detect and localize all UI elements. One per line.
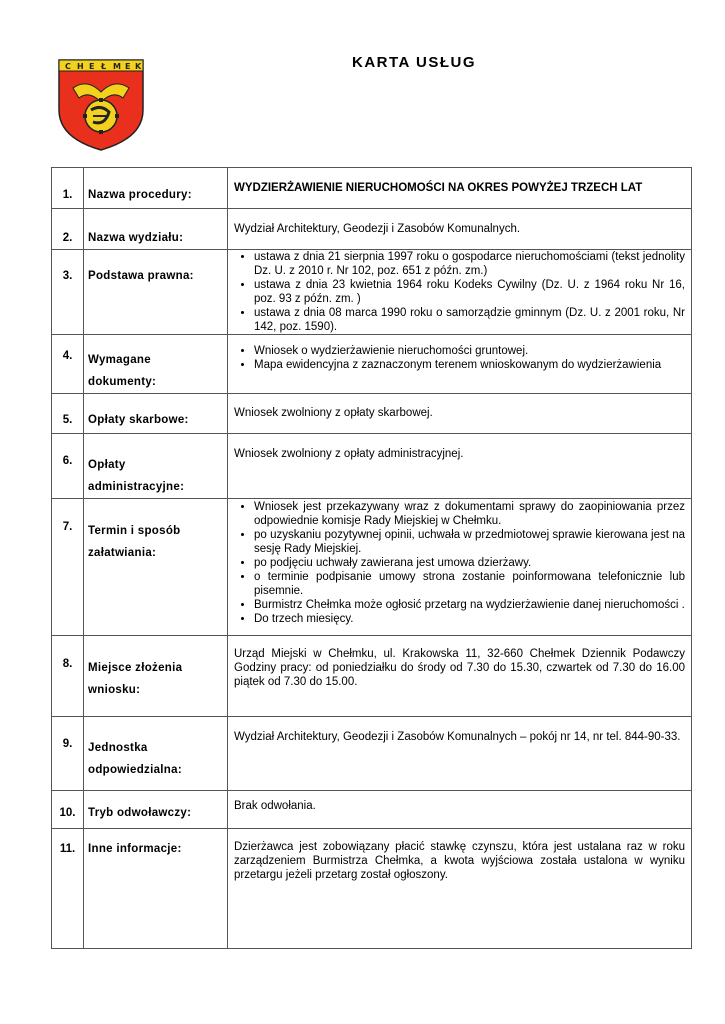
list-item: • Wniosek jest przekazywany wraz z dokumentami sprawy do zaopiniowania przez odpowiednie komisje Rady Miejskiej w Chełmku. <box>254 500 685 528</box>
service-card-table <box>51 167 692 949</box>
table-row <box>52 499 692 636</box>
list-item: • ustawa z dnia 23 kwietnia 1964 roku Kodeks Cywilny (Dz. U. z 1964 roku Nr 16, poz. 93 z późn. zm. ) <box>254 278 685 306</box>
row-number: 7. <box>52 499 84 636</box>
table-row <box>52 829 692 949</box>
row-label: Nazwa wydziału: <box>84 209 228 250</box>
list-item: • po podjęciu uchwały zawierana jest umowa dzierżawy. <box>254 556 685 570</box>
svg-text:Ł: Ł <box>101 62 107 71</box>
svg-text:H: H <box>77 62 84 71</box>
svg-text:C: C <box>65 62 71 71</box>
table-row <box>52 168 692 209</box>
list-item: • Do trzech miesięcy. <box>254 612 685 626</box>
row-value <box>228 335 692 394</box>
row-number: 1. <box>52 168 84 209</box>
svg-text:E: E <box>89 62 95 71</box>
row-value: Dzierżawca jest zobowiązany płacić stawkę czynszu, która jest ustalana raz w roku zarządzeniem Burmistrza Chełmka, a kwota wyjściowa została ustalona w wyniku przetargu jeżeli przetarg został ogłoszony. <box>228 829 692 949</box>
table-row <box>52 791 692 829</box>
row-label: Podstawa prawna: <box>84 250 228 335</box>
row-number: 8. <box>52 636 84 717</box>
chelmek-coat-of-arms <box>57 58 145 152</box>
row-number: 4. <box>52 335 84 394</box>
row-label: Miejsce złożenia wniosku: <box>84 636 228 717</box>
list-item: • Wniosek o wydzierżawienie nieruchomości gruntowej. <box>254 344 685 358</box>
svg-text:K: K <box>135 62 142 71</box>
row-number: 9. <box>52 717 84 791</box>
list-item: • ustawa z dnia 08 marca 1990 roku o samorządzie gminnym (Dz. U. z 2001 roku, Nr 142, poz. 1590). <box>254 306 685 334</box>
row-label: Opłaty skarbowe: <box>84 394 228 434</box>
row-label: Termin i sposób załatwiania: <box>84 499 228 636</box>
row-number: 3. <box>52 250 84 335</box>
row-value: Brak odwołania. <box>228 791 692 829</box>
row-number: 6. <box>52 434 84 499</box>
row-value: Wniosek zwolniony z opłaty administracyjnej. <box>228 434 692 499</box>
row-value: WYDZIERŻAWIENIE NIERUCHOMOŚCI NA OKRES POWYŻEJ TRZECH LAT <box>228 168 692 209</box>
table-row <box>52 394 692 434</box>
table-row <box>52 717 692 791</box>
row-value: Wydział Architektury, Geodezji i Zasobów Komunalnych – pokój nr 14, nr tel. 844-90-33. <box>228 717 692 791</box>
list-item: • ustawa z dnia 21 sierpnia 1997 roku o gospodarce nieruchomościami (tekst jednolity Dz. U. z 2010 r. Nr 102, poz. 651 z późn. zm.) <box>254 250 685 278</box>
row-value <box>228 250 692 335</box>
row-value: Wydział Architektury, Geodezji i Zasobów Komunalnych. <box>228 209 692 250</box>
row-value <box>228 499 692 636</box>
list-item: • po uzyskaniu pozytywnej opinii, uchwała w przedmiotowej sprawie kierowana jest na sesję Rady Miejskiej. <box>254 528 685 556</box>
row-value: Urząd Miejski w Chełmku, ul. Krakowska 11, 32-660 Chełmek Dziennik Podawczy Godziny pracy: od poniedziałku do środy od 7.30 do 15.30, czwartek od 7.30 do 16.00 piątek od 7.30 do 15.00. <box>228 636 692 717</box>
table-row <box>52 209 692 250</box>
table-row <box>52 434 692 499</box>
row-number: 10. <box>52 791 84 829</box>
row-label: Jednostka odpowiedzialna: <box>84 717 228 791</box>
row-label: Wymagane dokumenty: <box>84 335 228 394</box>
row-label: Tryb odwoławczy: <box>84 791 228 829</box>
svg-text:E: E <box>125 62 131 71</box>
list-item: • Burmistrz Chełmka może ogłosić przetarg na wydzierżawienie danej nieruchomości . <box>254 598 685 612</box>
svg-text:M: M <box>113 62 121 71</box>
row-label: Nazwa procedury: <box>84 168 228 209</box>
row-number: 2. <box>52 209 84 250</box>
table-row <box>52 250 692 335</box>
row-label: Opłaty administracyjne: <box>84 434 228 499</box>
row-value: Wniosek zwolniony z opłaty skarbowej. <box>228 394 692 434</box>
list-item: • Mapa ewidencyjna z zaznaczonym terenem wnioskowanym do wydzierżawienia <box>254 358 685 372</box>
table-row <box>52 335 692 394</box>
page-title: KARTA USŁUG <box>352 54 476 71</box>
table-row <box>52 636 692 717</box>
list-item: • o terminie podpisanie umowy strona zostanie poinformowana telefonicznie lub pisemnie. <box>254 570 685 598</box>
row-number: 5. <box>52 394 84 434</box>
row-number: 11. <box>52 829 84 949</box>
row-label: Inne informacje: <box>84 829 228 949</box>
